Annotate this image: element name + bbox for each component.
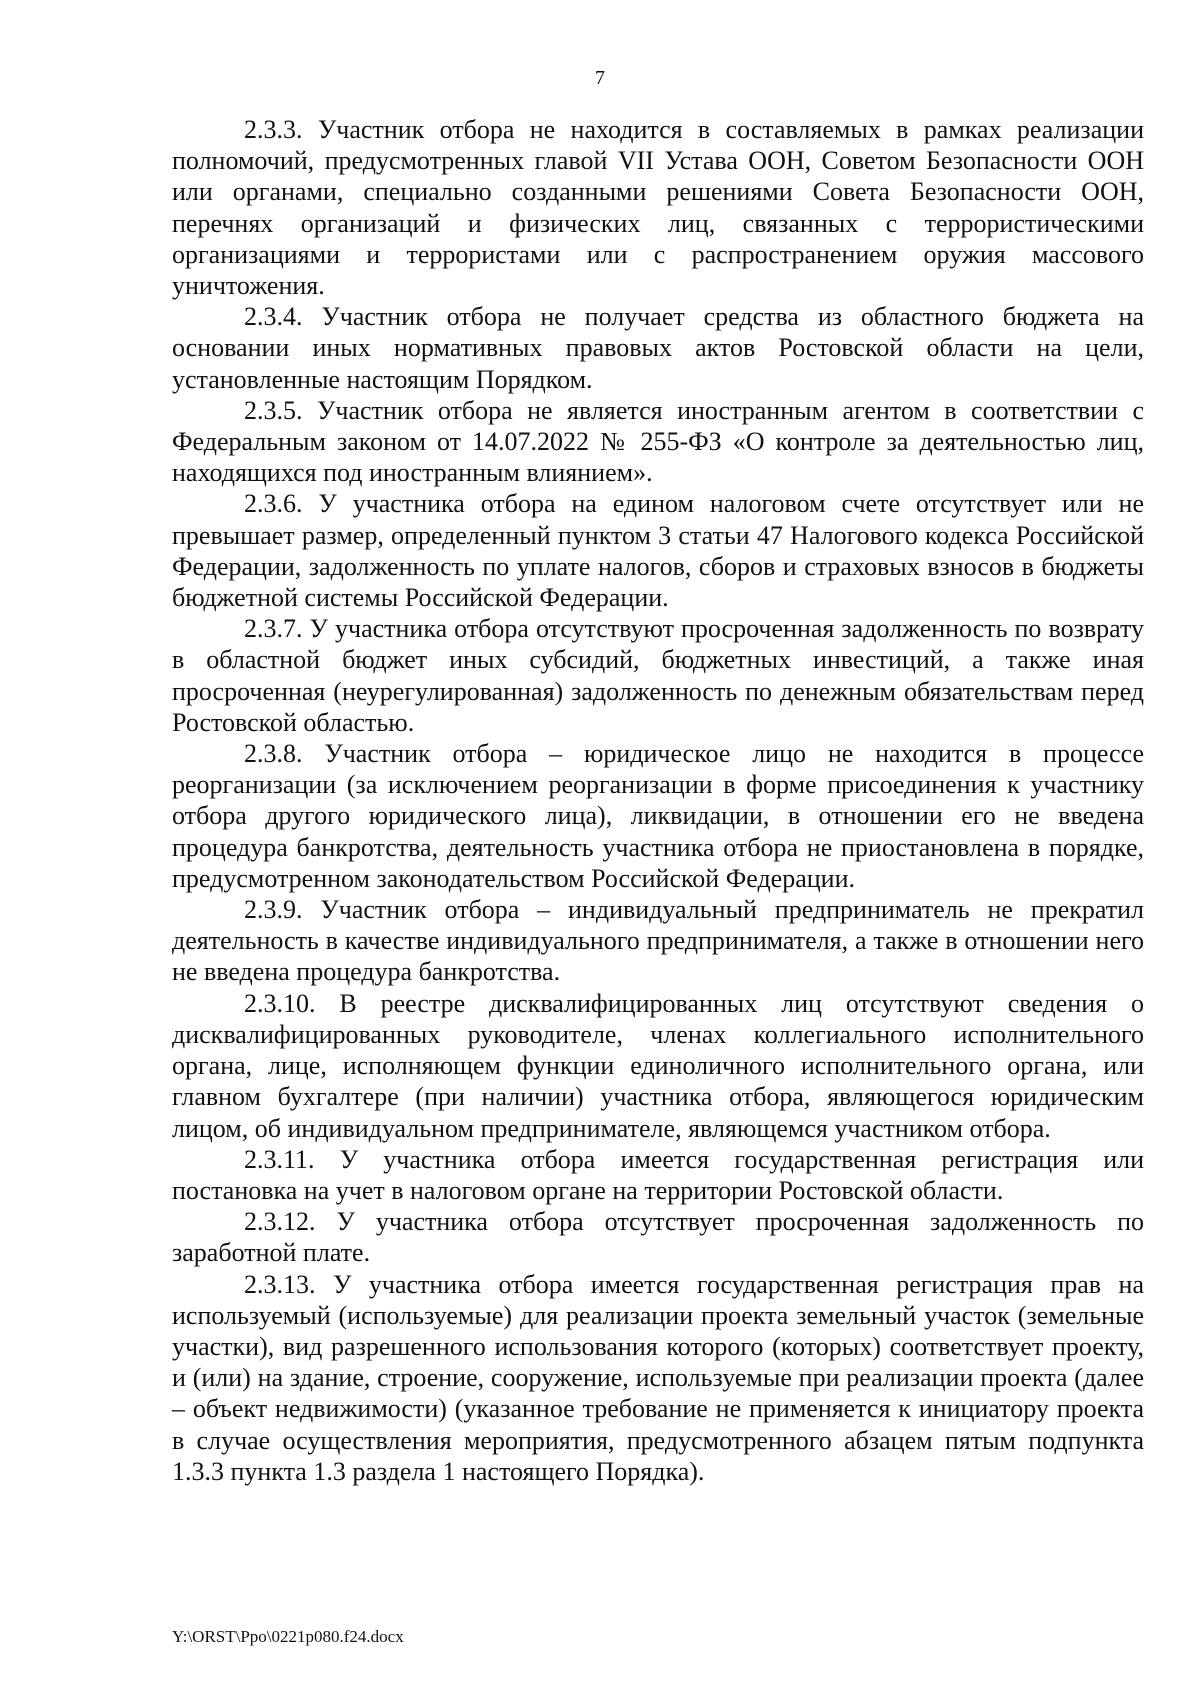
paragraph-2-3-9: 2.3.9. Участник отбора – индивидуальный предприниматель не прекратил деятельность в качестве индивидуального предпринимателя, а также в отношении него не введена процедура банкротства.: [172, 895, 1144, 987]
page-number: 7: [595, 67, 605, 89]
paragraph-2-3-10: 2.3.10. В реестре дисквалифицированных лиц отсутствуют сведения о дисквалифицированных руководителе, членах коллегиального исполнительного органа, лице, исполняющем функции единоличного исполнительного органа, или главном бухгалтере (при наличии) участника отбора, являющегося юридическим лицом, об индивидуальном предпринимателе, являющемся участником отбора.: [172, 988, 1144, 1143]
paragraph-2-3-12: 2.3.12. У участника отбора отсутствует просроченная задолженность по заработной плате.: [172, 1207, 1144, 1268]
paragraph-2-3-13: 2.3.13. У участника отбора имеется государственная регистрация прав на используемый (используемые) для реализации проекта земельный участок (земельные участки), вид разрешенного использования которого (которых) соответствует проекту, и (или) на здание, строение, сооружение, используемые при реализации проекта (далее – объект недвижимости) (указанное требование не применяется к инициатору проекта в случае осуществления мероприятия, предусмотренного абзацем пятым подпункта 1.3.3 пункта 1.3 раздела 1 настоящего Порядка).: [172, 1269, 1144, 1486]
paragraph-2-3-6: 2.3.6. У участника отбора на едином налоговом счете отсутствует или не превышает размер, определенный пунктом 3 статьи 47 Налогового кодекса Российской Федерации, задолженность по уплате налогов, сборов и страховых взносов в бюджеты бюджетной системы Российской Федерации.: [172, 489, 1144, 613]
footer-file-path: Y:\ORST\Ppo\0221p080.f24.docx: [172, 1627, 404, 1646]
paragraph-2-3-7: 2.3.7. У участника отбора отсутствуют просроченная задолженность по возврату в областной бюджет иных субсидий, бюджетных инвестиций, а также иная просроченная (неурегулированная) задолженность по денежным обязательствам перед Ростовской областью.: [172, 614, 1144, 737]
paragraph-2-3-4: 2.3.4. Участник отбора не получает средства из областного бюджета на основании иных нормативных правовых актов Ростовской области на цели, установленные настоящим Порядком.: [172, 302, 1144, 394]
document-body: [172, 114, 1144, 1487]
paragraph-2-3-3: 2.3.3. Участник отбора не находится в составляемых в рамках реализации полномочий, предусмотренных главой VII Устава ООН, Советом Безопасности ООН или органами, специально созданными решениями Совета Безопасности ООН, перечнях организаций и физических лиц, связанных с террористическими организациями и террористами или с распространением оружия массового уничтожения.: [172, 115, 1144, 301]
paragraph-2-3-5: 2.3.5. Участник отбора не является иностранным агентом в соответствии с Федеральным законом от 14.07.2022 № 255-ФЗ «О контроле за деятельностью лиц, находящихся под иностранным влиянием».: [172, 395, 1144, 488]
paragraph-2-3-11: 2.3.11. У участника отбора имеется государственная регистрация или постановка на учет в налоговом органе на территории Ростовской области.: [172, 1144, 1144, 1205]
paragraph-2-3-8: 2.3.8. Участник отбора – юридическое лицо не находится в процессе реорганизации (за исключением реорганизации в форме присоединения к участнику отбора другого юридического лица), ликвидации, в отношении его не введена процедура банкротства, деятельность участника отбора не приостановлена в порядке, предусмотренном законодательством Российской Федерации.: [172, 739, 1144, 893]
